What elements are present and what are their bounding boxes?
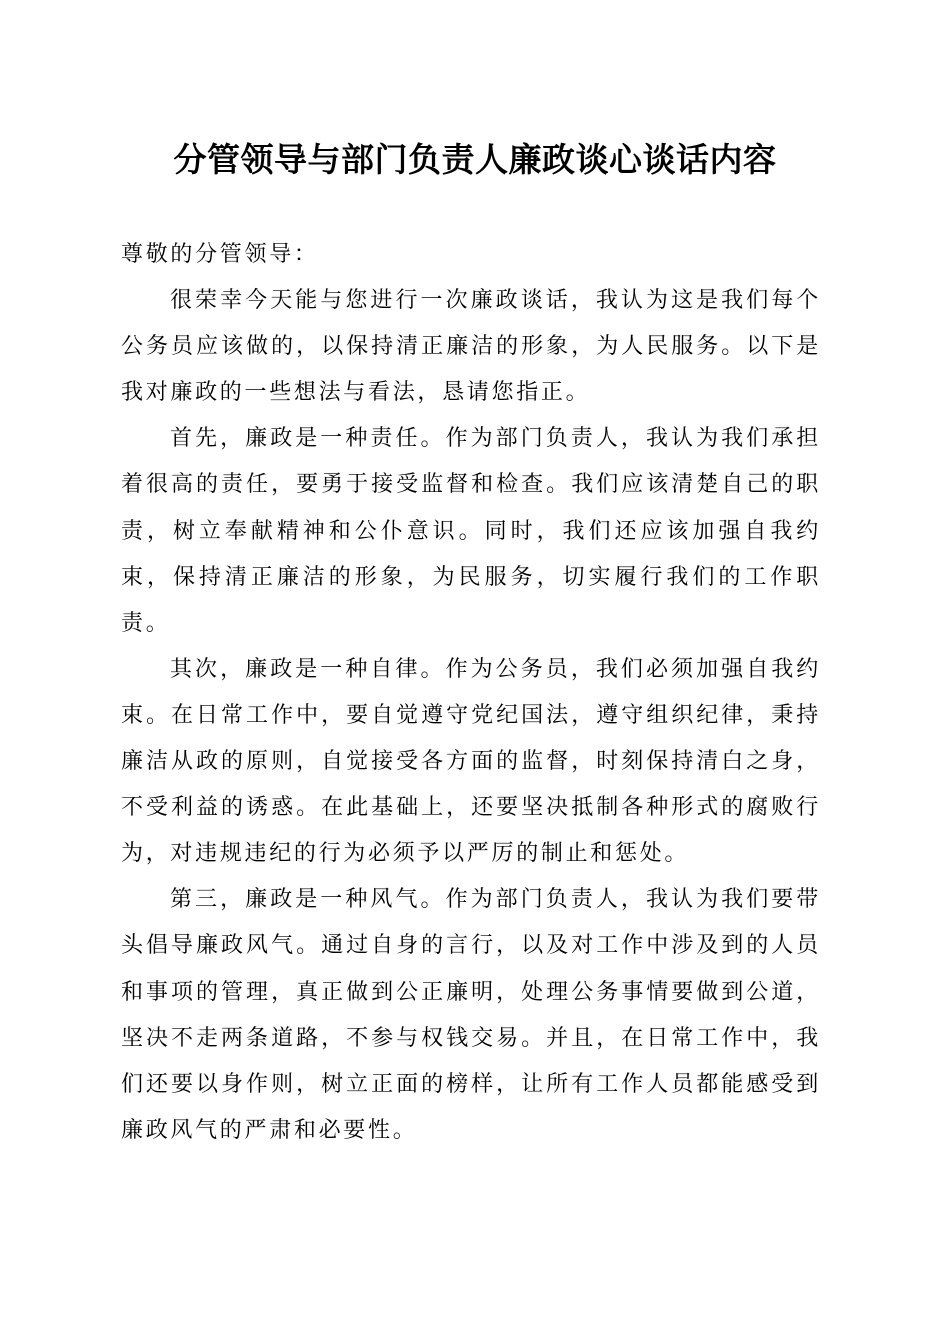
salutation: 尊敬的分管领导： <box>121 242 319 267</box>
paragraph-4: 第三，廉政是一种风气。作为部门负责人，我认为我们要带头倡导廉政风气。通过自身的言行，以及对工作中涉及到的人员和事项的管理，真正做到公正廉明，处理公务事情要做到公道，坚决不走两条道路，不参与权钱交易。并且，在日常工作中，我们还要以身作则，树立正面的榜样，让所有工作人员都能感受到廉政风气的严肃和必要性。 <box>121 887 821 1143</box>
paragraph-3: 其次，廉政是一种自律。作为公务员，我们必须加强自我约束。在日常工作中，要自觉遵守党纪国法，遵守组织纪律，秉持廉洁从政的原则，自觉接受各方面的监督，时刻保持清白之身，不受利益的诱惑。在此基础上，还要坚决抵制各种形式的腐败行为，对违规违纪的行为必须予以严厉的制止和惩处。 <box>121 656 821 867</box>
document-title: 分管领导与部门负责人廉政谈心谈话内容 <box>173 140 777 179</box>
paragraph-1: 很荣幸今天能与您进行一次廉政谈话，我认为这是我们每个公务员应该做的，以保持清正廉洁的形象，为人民服务。以下是我对廉政的一些想法与看法，恳请您指正。 <box>121 288 821 406</box>
paragraph-2: 首先，廉政是一种责任。作为部门负责人，我认为我们承担着很高的责任，要勇于接受监督和检查。我们应该清楚自己的职责，树立奉献精神和公仆意识。同时，我们还应该加强自我约束，保持清正廉洁的形象，为民服务，切实履行我们的工作职责。 <box>121 426 821 636</box>
document-body <box>121 232 821 1154</box>
